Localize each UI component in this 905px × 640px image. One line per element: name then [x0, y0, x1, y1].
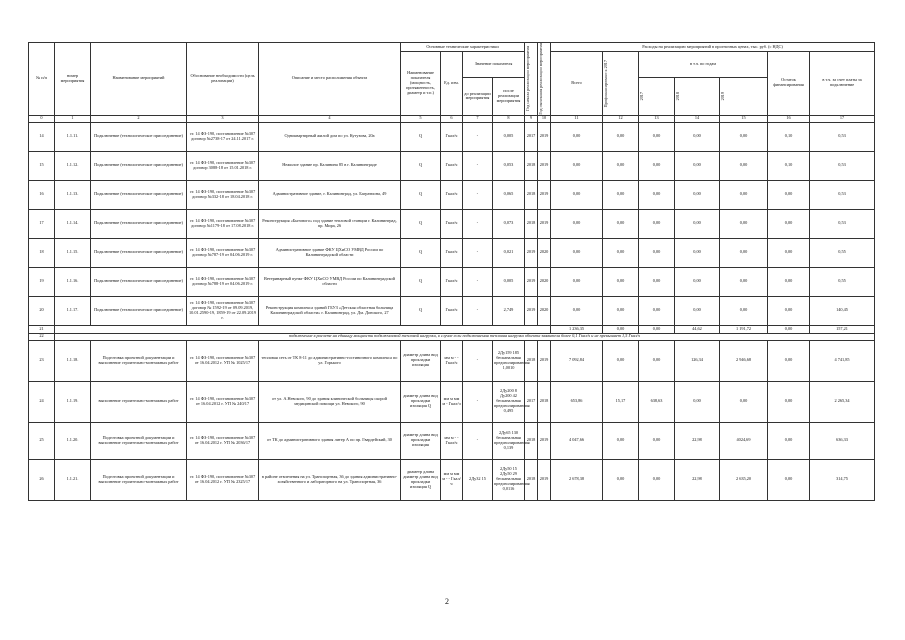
cell-unit: Гкал/ч [441, 122, 463, 151]
header-year-2019-text: 2019 [720, 92, 725, 101]
cell-total: 4 047,66 [551, 422, 603, 459]
cell-remain: 0,00 [768, 296, 810, 325]
cell-name: Подключение (технологическое присоединение) [91, 122, 187, 151]
index-cell: 11 [551, 115, 603, 122]
index-cell: 3 [187, 115, 259, 122]
index-cell: 2 [91, 115, 187, 122]
page-number: 2 [445, 597, 449, 606]
cell-num: 21 [29, 325, 55, 333]
table-row [29, 180, 875, 209]
cell-desc: от ТК до административного здания литер А по пр. Гвардейский, 30 [259, 422, 401, 459]
cell-name: Подключение (технологическое присоединение) [91, 238, 187, 267]
cell-before: - [463, 422, 493, 459]
cell-unit: Гкал/ч [441, 151, 463, 180]
header-year-2017-text: 2017 [639, 92, 644, 101]
table-row [29, 238, 875, 267]
cell-2017: 0,00 [639, 151, 675, 180]
cell-2018: 126,34 [675, 340, 720, 381]
cell-2018: 0,00 [675, 267, 720, 296]
cell-2018: 0,00 [675, 381, 720, 422]
cell-code: 1.1.15. [55, 238, 91, 267]
cell-before: - [463, 238, 493, 267]
header-year-2018-text: 2018 [675, 92, 680, 101]
cell-year-start: 2018 [525, 151, 538, 180]
cell-num: 22 [29, 333, 55, 340]
cell-after: 2Ду159 185 бесканальная предизолированная 1,0010 [493, 340, 525, 381]
cell-code: 1.1.18. [55, 340, 91, 381]
header-year-2017 [639, 78, 675, 115]
cell-num: 25 [29, 422, 55, 459]
cell-after: 0,005 [493, 267, 525, 296]
table-row [29, 340, 875, 381]
cell-num: 19 [29, 267, 55, 296]
cell-2018: 0,00 [675, 209, 720, 238]
cell-before: 2Ду32 15 [463, 459, 493, 500]
cell-name: Подключение (технологическое присоединение) [91, 296, 187, 325]
cell-2019: 0,00 [720, 238, 768, 267]
cell-basis: ст. 14 ФЗ-190, постановление №307 договор №2738-17 от 24.11.2017 г. [187, 122, 259, 151]
cell-unit: Гкал/ч [441, 238, 463, 267]
cell-desc: в районе отвлечения на ул. Транспортная, 36 до здания административно-хозяйственного и лабораторного на ул. Транспортная, 36 [259, 459, 401, 500]
cell-year-start: 2017 [525, 122, 538, 151]
cell-unit: мм м мм м - - Гкал/ч [441, 459, 463, 500]
cell-code: 1.1.19. [55, 381, 91, 422]
cell-basis: ст. 14 ФЗ-190, постановление №307 договор №332-18 от 18.04.2018 г. [187, 180, 259, 209]
header-cost-incl: в т.ч. за счет платы за подключение [810, 52, 875, 116]
cell-desc: Ветеринарный пункт ФКУ ЦХиСО УМВД России по Калининградской области [259, 267, 401, 296]
cell-incl: 4 741,85 [810, 340, 875, 381]
cell-year-end: 2019 [538, 180, 551, 209]
cell-after: 0,065 [493, 180, 525, 209]
index-cell: 4 [259, 115, 401, 122]
section-note-row [29, 333, 875, 340]
header-year-end-text: Год окончания реализации мероприятия [538, 43, 543, 115]
cell-code: 1.1.12. [55, 151, 91, 180]
cell-basis: ст. 14 ФЗ-190, постановление №307 договор №1179-18 от 17.08.2018 г. [187, 209, 259, 238]
cell-year-end: 2019 [538, 340, 551, 381]
cell-financed: 0,00 [603, 151, 639, 180]
cell-unit: Гкал/ч [441, 180, 463, 209]
cell-desc: от ул. А.Невского, 90 до здания клинической больницы скорой медицинской помощи ул. Невского, 90 [259, 381, 401, 422]
cell-year-start: 2018 [525, 422, 538, 459]
cell-year-start: 2018 [525, 209, 538, 238]
cell-financed: 0,00 [603, 340, 639, 381]
cell-year-start: 2018 [525, 180, 538, 209]
header-num: № п/п [29, 43, 55, 116]
cell-name: Подготовка проектной документации и выполнение строительно-монтажных работ [91, 422, 187, 459]
index-cell: 0 [29, 115, 55, 122]
cell-desc: Нежилое здание пр. Калинина 85 в г. Калининграде [259, 151, 401, 180]
cell-num: 16 [29, 180, 55, 209]
cell-year-start: 2017 [525, 381, 538, 422]
cell-year-end: 2020 [538, 296, 551, 325]
cell-after: 0,021 [493, 238, 525, 267]
cell-code: 1.1.11. [55, 122, 91, 151]
table-row [29, 151, 875, 180]
cell-desc: Административное здание ФКУ ЦХиСО УМВД России по Калининградской области [259, 238, 401, 267]
cell-year-end: 2019 [538, 422, 551, 459]
cell-before: - [463, 180, 493, 209]
cell-2017: 0,00 [639, 209, 675, 238]
cell-remain: 0,00 [768, 422, 810, 459]
header-cost-financed-text: Профинансировано к 2017 [603, 59, 608, 107]
cell-incl: 2 265,34 [810, 381, 875, 422]
cell-2017: 0,00 [639, 340, 675, 381]
header-cost-total: Всего [551, 52, 603, 116]
cell-2019: 4024,69 [720, 422, 768, 459]
cell-incl: 157,21 [810, 325, 875, 333]
header-year-end [538, 43, 551, 116]
cell-2018: 22,98 [675, 459, 720, 500]
cell-before: - [463, 209, 493, 238]
header-year-start-text: Год начала реализации мероприятия [525, 46, 530, 112]
cell-name: Подключение (технологическое присоединение) [91, 267, 187, 296]
cell-total: 0,00 [551, 267, 603, 296]
index-cell: 10 [538, 115, 551, 122]
cell-2018: 0,00 [675, 296, 720, 325]
index-cell: 12 [603, 115, 639, 122]
cell-unit: Гкал/ч [441, 296, 463, 325]
cell-name: Подготовка проектной документации и выполнение строительно-монтажных работ [91, 459, 187, 500]
cell-after: 2,749 [493, 296, 525, 325]
header-tech-group: Основные технические характеристики [401, 43, 525, 52]
cell-after: 2Ду200 8 Ду200 42 бесканальная предизолированная 0,495 [493, 381, 525, 422]
header-code: номер мероприятия [55, 43, 91, 116]
cell-total: 0,00 [551, 296, 603, 325]
cell-desc: тепловая сеть от ТК 8-11 до административно-гостиничного комплекса по ул. Горького [259, 340, 401, 381]
cell-remain: 0,00 [768, 325, 810, 333]
cell-year-start: 2019 [525, 296, 538, 325]
table-row [29, 459, 875, 500]
cell-incl: 140,45 [810, 296, 875, 325]
cell-2017: 0,00 [639, 238, 675, 267]
cell-incl: 0,55 [810, 238, 875, 267]
cell-unit: мм м - - Гкал/ч [441, 340, 463, 381]
cell-incl: 0,53 [810, 151, 875, 180]
cell-2017: 638,63 [639, 381, 675, 422]
table-row [29, 381, 875, 422]
cell-unit: Гкал/ч [441, 209, 463, 238]
cell-param: Q [401, 151, 441, 180]
cell-remain: 0,00 [768, 340, 810, 381]
cell-num: 17 [29, 209, 55, 238]
cell-param: диаметр длина вид прокладки изоляция [401, 340, 441, 381]
cell-code: 1.1.21. [55, 459, 91, 500]
cell-2019: 0,00 [720, 209, 768, 238]
cell-unit: мм м - - Гкал/ч [441, 422, 463, 459]
cell-2019: 0,00 [720, 267, 768, 296]
cell-financed: 0,00 [603, 122, 639, 151]
header-basis: Обоснование необходимости (цель реализации) [187, 43, 259, 116]
cell-param: диаметр длина вид прокладки изоляция Q [401, 381, 441, 422]
cell-param: Q [401, 296, 441, 325]
header-year-start [525, 43, 538, 116]
header-tech-name: Наименование показателя (мощность, протяженность, диаметр и т.п.) [401, 52, 441, 116]
cell-2018: 0,00 [675, 180, 720, 209]
cell-incl: 0,53 [810, 122, 875, 151]
cell-code: 1.1.16. [55, 267, 91, 296]
cell-remain: 0,00 [768, 209, 810, 238]
cell-param: Q [401, 238, 441, 267]
cell-param: Q [401, 180, 441, 209]
index-cell: 7 [463, 115, 493, 122]
cell-incl: 314,75 [810, 459, 875, 500]
header-tech-unit: Ед. изм. [441, 52, 463, 116]
cell-financed: 0,00 [603, 296, 639, 325]
cell-basis: ст. 14 ФЗ-190, постановление №307 договор 3088-18 от 15.01.2018 г. [187, 151, 259, 180]
index-cell: 15 [720, 115, 768, 122]
cell-year-end: 2020 [538, 267, 551, 296]
cell-2019: 1 191,72 [720, 325, 768, 333]
cell-unit: мм м мм м - Гкал/ч [441, 381, 463, 422]
header-name: Наименование мероприятий [91, 43, 187, 116]
cell-basis: ст. 14 ФЗ-190, постановление №307 от 16.04.2012 г. УП № 2036/17 [187, 422, 259, 459]
cell-num: 15 [29, 151, 55, 180]
cell-before: - [463, 122, 493, 151]
cell-code: 1.1.17. [55, 296, 91, 325]
cell-num: 18 [29, 238, 55, 267]
cell-desc: Реконструкция «Бытового» под здание тепловой станции г. Калининград, пр. Мира, 26 [259, 209, 401, 238]
cell-year-start: 2018 [525, 340, 538, 381]
cell-year-end: 2020 [538, 238, 551, 267]
cell-param: Q [401, 209, 441, 238]
cell-2017: 0,00 [639, 325, 675, 333]
cell-2019: 2 635,20 [720, 459, 768, 500]
cell-2019: 0,00 [720, 296, 768, 325]
cell-param: Q [401, 267, 441, 296]
cell-2017: 0,00 [639, 122, 675, 151]
cell-remain: 0,00 [768, 459, 810, 500]
cell-year-end: 2019 [538, 122, 551, 151]
cell-name: Подключение (технологическое присоединение) [91, 209, 187, 238]
cell-total: 2 678,38 [551, 459, 603, 500]
cell-2017: 0,00 [639, 459, 675, 500]
table-row [29, 296, 875, 325]
cell-param: диаметр длина вид прокладки изоляция [401, 422, 441, 459]
index-cell: 13 [639, 115, 675, 122]
cell-total: 0,00 [551, 209, 603, 238]
cell-incl: 0,53 [810, 180, 875, 209]
cell-basis: ст. 14 ФЗ-190, постановление №307 от 16.04.2012 г. УП № 2325/17 [187, 459, 259, 500]
header-tech-before: до реализации мероприятия [463, 78, 493, 115]
cell-num: 20 [29, 296, 55, 325]
cell-2018: 0,00 [675, 238, 720, 267]
cell-before: - [463, 296, 493, 325]
cell-total: 0,00 [551, 180, 603, 209]
cell-year-end: 2019 [538, 151, 551, 180]
cell-2017: 0,00 [639, 422, 675, 459]
cell-basis: ст. 14 ФЗ-190, постановление №307 договор №787-19 от 04.06.2019 г. [187, 238, 259, 267]
cell-remain: 0,00 [768, 381, 810, 422]
header-cost-financed [603, 52, 639, 116]
cell-total: 7 092,84 [551, 340, 603, 381]
cell-after: 0,005 [493, 122, 525, 151]
cell-2018: 0,00 [675, 122, 720, 151]
cell-param: диаметр длина диаметр длина вид прокладки изоляция Q [401, 459, 441, 500]
cell-financed: 15,17 [603, 381, 639, 422]
header-cost-group: Расходы на реализацию мероприятий в прогнозных ценах, тыс. руб. (с НДС) [551, 43, 875, 52]
cell-year-start: 2019 [525, 267, 538, 296]
index-cell: 6 [441, 115, 463, 122]
index-cell: 14 [675, 115, 720, 122]
cell-before: - [463, 151, 493, 180]
table-row [29, 422, 875, 459]
table-row [29, 122, 875, 151]
cell-num: 23 [29, 340, 55, 381]
cell-name: выполнение строительно-монтажных работ [91, 381, 187, 422]
cell-after: 2Ду65 130 бесканальная предизолированная 0,139 [493, 422, 525, 459]
cell-financed: 0,00 [603, 459, 639, 500]
cell-year-end: 2018 [538, 381, 551, 422]
cell-unit: Гкал/ч [441, 267, 463, 296]
index-cell: 8 [493, 115, 525, 122]
cell-2019: 0,00 [720, 151, 768, 180]
header-year-2018 [675, 78, 720, 115]
cell-total: 0,00 [551, 122, 603, 151]
cell-name: Подключение (технологическое присоединение) [91, 180, 187, 209]
cell-total: 0,00 [551, 238, 603, 267]
cell-2019: 0,00 [720, 122, 768, 151]
cell-total: 1 236,35 [551, 325, 603, 333]
cell-num: 24 [29, 381, 55, 422]
cell-basis: ст. 14 ФЗ-190, постановление №307 договор №788-19 от 04.06.2019 г. [187, 267, 259, 296]
table-row [29, 267, 875, 296]
cell-year-start: 2019 [525, 238, 538, 267]
header-cost-remain: Остаток финансирования [768, 52, 810, 116]
cell-after: 0,073 [493, 209, 525, 238]
index-cell: 1 [55, 115, 91, 122]
header-tech-values: Значение показателя [463, 52, 525, 78]
cell-2019: 0,00 [720, 180, 768, 209]
cell-basis: ст. 14 ФЗ-190, постановление №307 от 16.04.2012 г. УП № 240/17 [187, 381, 259, 422]
table-row [29, 209, 875, 238]
cell-desc: Административное здание, г. Калининград, ул. Багратиона, 49 [259, 180, 401, 209]
cell-num: 14 [29, 122, 55, 151]
cell-after: 2Ду50 15 2Ду50 29 бесканальная предизолированная 0,0116 [493, 459, 525, 500]
cell-year-start: 2018 [525, 459, 538, 500]
cell-remain: 0,10 [768, 151, 810, 180]
cell-after: 0,053 [493, 151, 525, 180]
cell-code: 1.1.13. [55, 180, 91, 209]
cell-2017: 0,00 [639, 180, 675, 209]
investment-program-table [28, 42, 875, 501]
cell-incl: 636,33 [810, 422, 875, 459]
header-tech-after: после реализации мероприятия [493, 78, 525, 115]
cell-param: Q [401, 122, 441, 151]
cell-basis: ст. 14 ФЗ-190, постановление №307 от 16.04.2012 г. УП № 1025/17 [187, 340, 259, 381]
cell-2019: 2 946,68 [720, 340, 768, 381]
cell-basis: ст. 14 ФЗ-190, постановление №307 договор № 1592-19 от 09.09.2019, 10.01.2590-19, 1859-19 от 22.09.2019 г. [187, 296, 259, 325]
cell-financed: 0,00 [603, 325, 639, 333]
cell-2019: 0,00 [720, 381, 768, 422]
cell-remain: 0,10 [768, 122, 810, 151]
index-cell: 17 [810, 115, 875, 122]
cell-financed: 0,00 [603, 267, 639, 296]
cell-name: Подключение (технологическое присоединение) [91, 151, 187, 180]
column-index-row [29, 115, 875, 122]
subtotal-row [29, 325, 875, 333]
header-cost-by-years: в т.ч. по годам [639, 52, 768, 78]
cell-year-end: 2019 [538, 209, 551, 238]
cell-financed: 0,00 [603, 238, 639, 267]
cell-financed: 0,00 [603, 209, 639, 238]
cell-2017: 0,00 [639, 296, 675, 325]
index-cell: 9 [525, 115, 538, 122]
cell-2017: 0,00 [639, 267, 675, 296]
cell-num: 26 [29, 459, 55, 500]
cell-incl: 0,55 [810, 267, 875, 296]
cell-2018: 44,62 [675, 325, 720, 333]
cell-remain: 0,00 [768, 238, 810, 267]
cell-code: 1.1.20. [55, 422, 91, 459]
cell-2018: 0,00 [675, 151, 720, 180]
cell-remain: 0,00 [768, 180, 810, 209]
cell-total: 0,00 [551, 151, 603, 180]
cell-financed: 0,00 [603, 180, 639, 209]
cell-desc: Реконструкция комплекса зданий ГБУЗ «Детская областная больница Калининградской области» г. Калининград, ул. Дм. Донского, 27 [259, 296, 401, 325]
cell-incl: 0,53 [810, 209, 875, 238]
subtotal-spacer [55, 325, 551, 333]
index-cell: 5 [401, 115, 441, 122]
index-cell: 16 [768, 115, 810, 122]
cell-remain: 0,00 [768, 267, 810, 296]
cell-year-end: 2019 [538, 459, 551, 500]
cell-code: 1.1.14. [55, 209, 91, 238]
cell-before: - [463, 381, 493, 422]
cell-before: - [463, 340, 493, 381]
header-year-2019 [720, 78, 768, 115]
cell-before: - [463, 267, 493, 296]
cell-financed: 0,00 [603, 422, 639, 459]
cell-name: Подготовка проектной документации и выполнение строительно-монтажных работ [91, 340, 187, 381]
cell-2018: 22,98 [675, 422, 720, 459]
header-desc: Описание и место расположения объекта [259, 43, 401, 116]
cell-total: 653,86 [551, 381, 603, 422]
cell-desc: Одноквартирный жилой дом по ул. Кутузова, 20а [259, 122, 401, 151]
section-note-text: подключение в расчете на единицу мощности подключаемой тепловой нагрузки, в случае если подключаемая тепловая нагрузка объекта заявителя более 0,1 Гкал/ч и не превышает 1,5 Гкал/ч [55, 333, 875, 340]
